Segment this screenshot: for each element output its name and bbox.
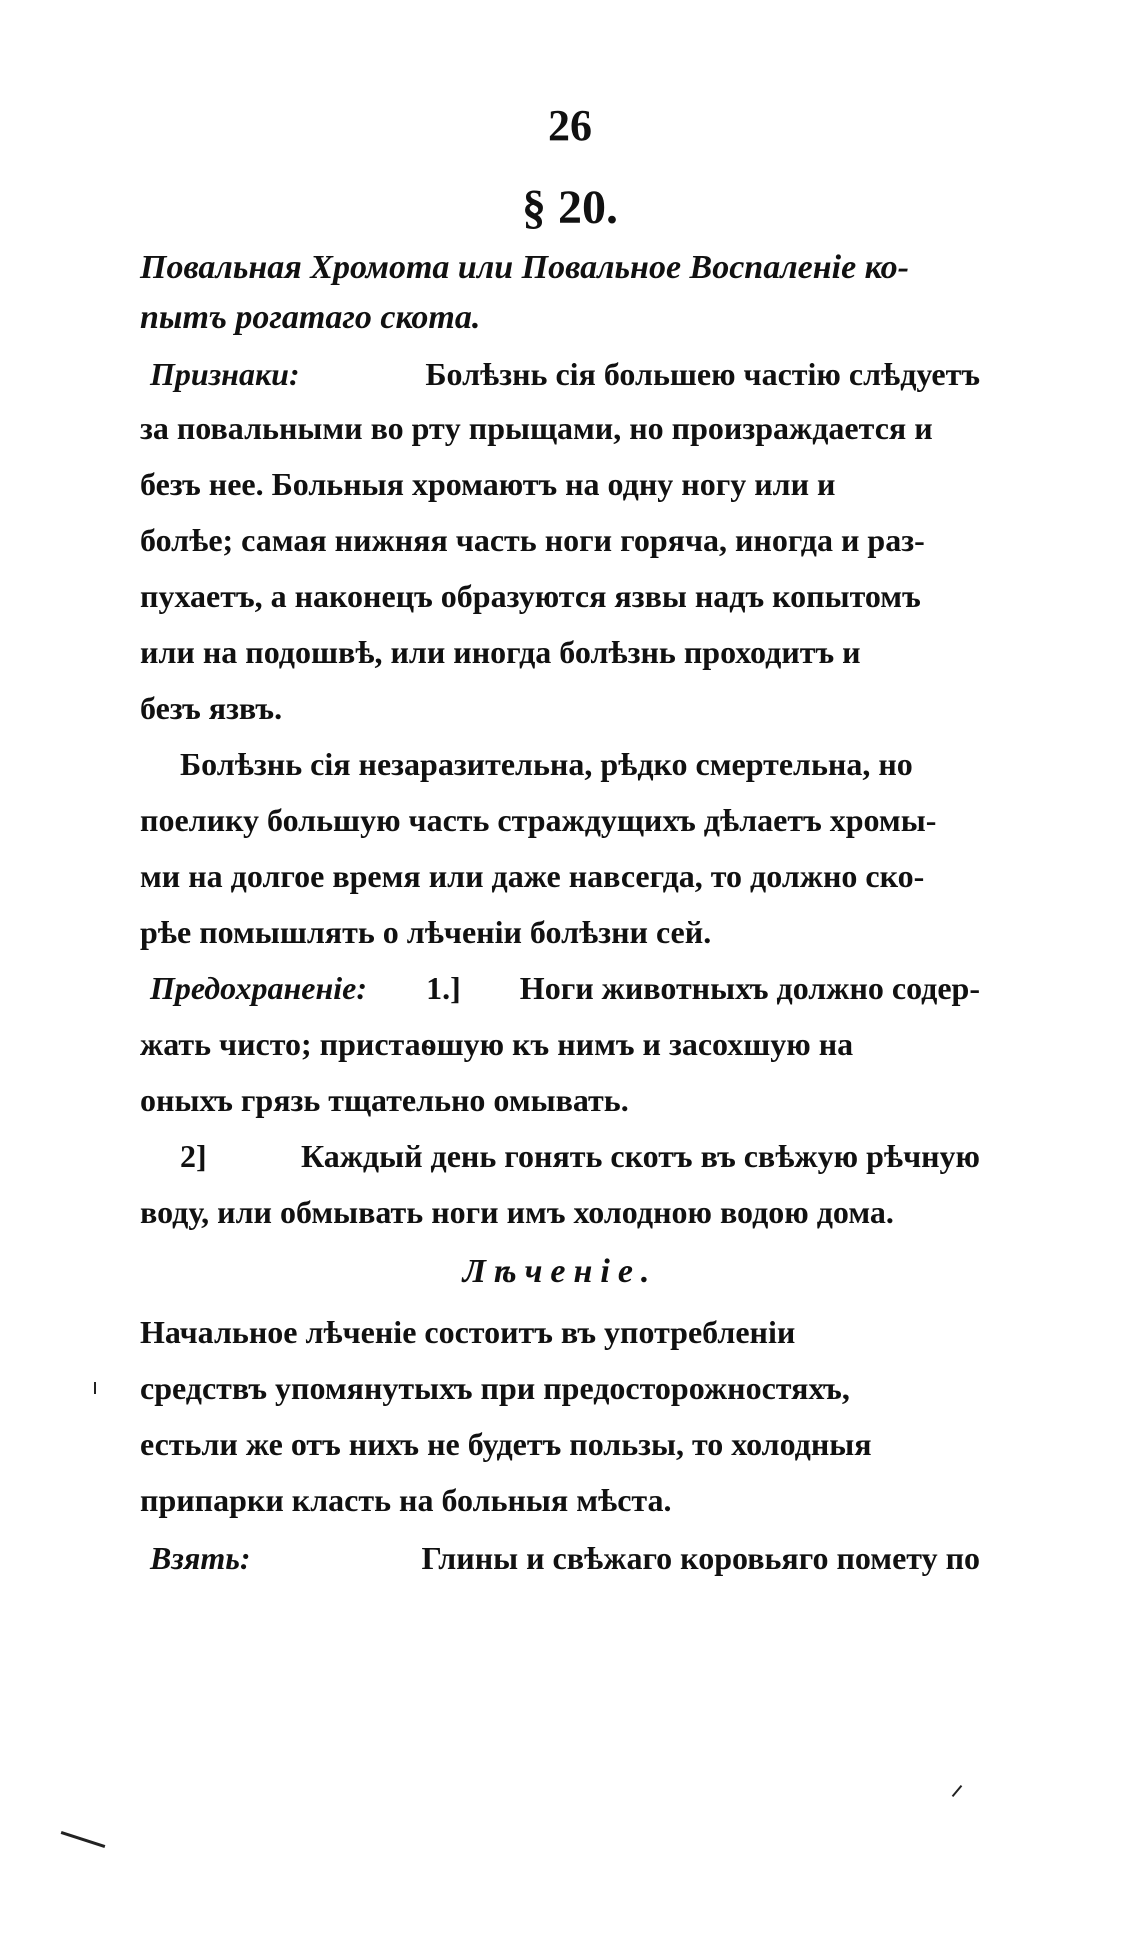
treatment-heading: Лѣченіе. [462,1253,658,1290]
prevention-item2-line-2: воду, или обмывать ноги имъ холодною водою дома. [140,1194,894,1230]
page-number: 26 [548,101,592,150]
item2-marker: 2] [180,1138,207,1174]
title-line-2: пытъ рогатаго скота. [140,299,481,336]
recipe-label: Взять: [150,1540,251,1576]
para2-line-4: рѣе помышлять о лѣченіи болѣзни сей. [140,914,712,950]
signs-line-6: или на подошвѣ, или иногда болѣзнь проходитъ и [140,634,861,670]
prevention-label: Предохраненіе: [150,970,368,1006]
title-line-1: Повальная Хромота или Повальное Воспаленіе ко- [140,249,909,286]
scan-mark [94,1382,96,1394]
prevention-line-3: оныхъ грязь тщательно омывать. [140,1082,629,1118]
scan-mark [952,1785,963,1797]
signs-line-3: безъ нее. Больныя хромаютъ на одну ногу или и [140,466,836,502]
signs-line-7: безъ язвъ. [140,690,283,726]
prevention-line-2: жать чисто; пристаѳшую къ нимъ и засохшую на [140,1026,854,1062]
signs-line-2: за повальными во ртy прыщами, но произраждается и [140,410,933,446]
signs-line-5: пухаетъ, а наконецъ образуются язвы надъ копытомъ [140,578,921,614]
item1-marker: 1.] [426,970,461,1006]
scan-mark [61,1831,106,1848]
prevention-line-1: Предохраненіе: 1.] Ноги животныхъ должно содер- [140,960,980,1016]
recipe-line: Взять: Глины и свѣжаго коровьяго помету по [140,1530,980,1586]
para2-line-1: Болѣзнь сія незаразительна, рѣдко смертельна, но [180,746,913,782]
treatment-line-4: припарки класть на больныя мѣста. [140,1482,672,1518]
para2-line-2: поелику большую часть страждущихъ дѣлаетъ хромы- [140,802,937,838]
treatment-line-3: естьли же отъ нихъ не будетъ пользы, то холодныя [140,1426,872,1462]
section-number: § 20. [522,181,618,234]
para2-line-3: ми на долгое время или даже навсегда, то должно ско- [140,858,925,894]
prevention-item2-line-1: 2] Каждый день гонять скотъ въ свѣжую рѣчную [140,1128,980,1184]
treatment-line-2: средствъ упомянутыхъ при предосторожностяхъ, [140,1370,850,1406]
treatment-line-1: Начальное лѣченіе состоитъ въ употребленіи [140,1314,796,1350]
signs-line-4: болѣе; самая нижняя часть ноги горяча, иногда и раз- [140,522,925,558]
signs-line-1: Признаки: Болѣзнь сія большею частію слѣдуетъ [140,346,980,402]
signs-label: Признаки: [150,356,300,392]
